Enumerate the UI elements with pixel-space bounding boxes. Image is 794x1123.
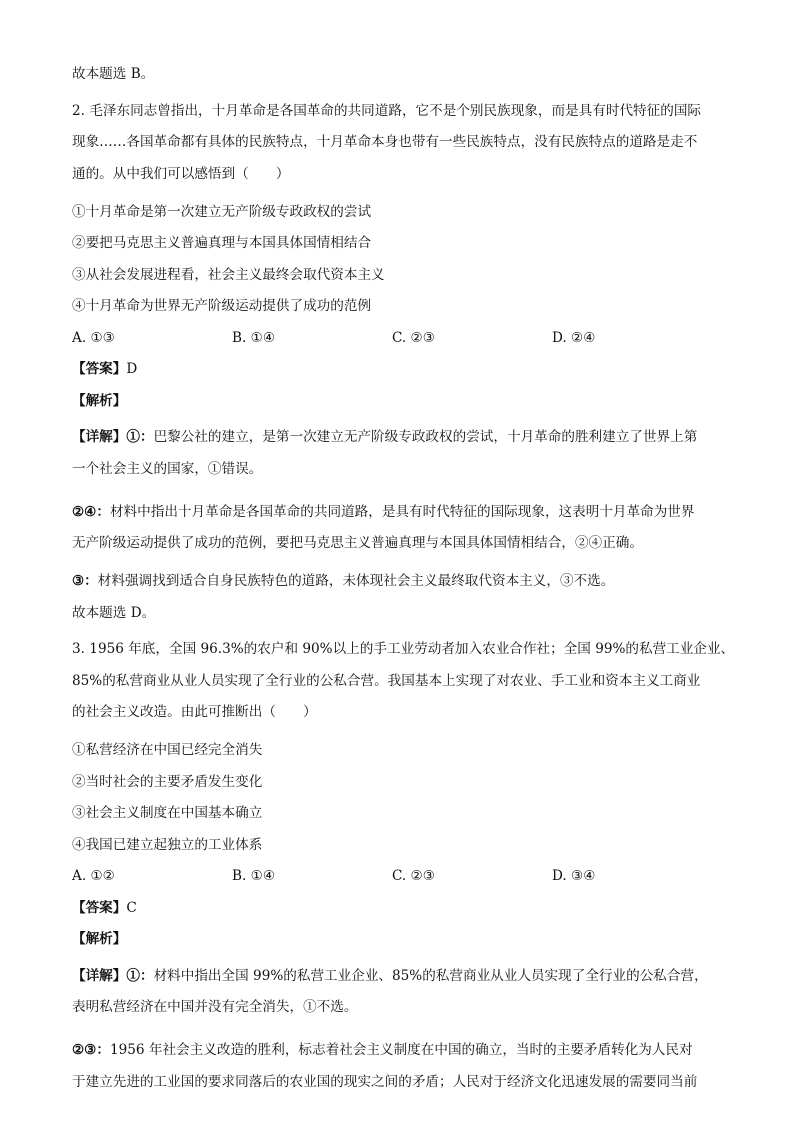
q3-detail-2 (72, 1035, 724, 1098)
q2-analysis-tag: 【解析】 (72, 392, 127, 409)
detail-line (72, 497, 724, 529)
q3-detail-1 (72, 961, 724, 1024)
q2-option-d: D. ②④ (552, 329, 596, 346)
detail-line (72, 961, 724, 993)
detail-text: 材料中指出全国 99%的私营工业企业、85%的私营商业从业人员实现了全行业的公私合营， (153, 967, 708, 984)
q3-stem (72, 634, 735, 729)
q1-conclusion: 故本题选 B。 (72, 66, 155, 82)
q3-stem-line: 的社会主义改造。由此可推断出（ ） (72, 704, 317, 720)
detail-text: 材料中指出十月革命是各国革命的共同道路，是具有时代特征的国际现象，这表明十月革命为世界 (109, 503, 695, 520)
q2-item: ④十月革命为世界无产阶级运动提供了成功的范例 (72, 298, 372, 314)
detail-text: 材料强调找到适合自身民族特色的道路，未体现社会主义最终取代资本主义，③不选。 (97, 573, 615, 589)
q3-option-c: C. ②③ (392, 868, 435, 884)
detail-line (72, 422, 724, 454)
detail-line: 表明私营经济在中国并没有完全消失，①不选。 (72, 999, 358, 1015)
q3-option-d: D. ③④ (552, 868, 596, 884)
answer-tag: 【答案】 (72, 361, 127, 377)
q3-option-b: B. ①④ (232, 868, 276, 884)
answer-value: D (126, 361, 138, 377)
q2-stem-line: 通的。从中我们可以感悟到（ ） (72, 165, 290, 182)
detail-tag: ③： (72, 573, 98, 589)
document-content (72, 64, 735, 1110)
q2-option-a: A. ①③ (72, 329, 115, 346)
q2-option-c: C. ②③ (392, 329, 435, 346)
detail-tag: 【详解】①： (72, 967, 154, 984)
q3-stem-line: 85%的私营商业从业人员实现了全行业的公私合营。我国基本上实现了对农业、手工业和资本主义工商业 (72, 672, 701, 689)
q2-detail-1 (72, 422, 724, 485)
q2-option-b: B. ①④ (232, 329, 276, 346)
q3-answer (72, 898, 724, 918)
q2-stem-line: 现象……各国革命都有具体的民族特点，十月革命本身也带有一些民族特点，没有民族特点的道路是走不 (72, 134, 698, 150)
q2-detail-2 (72, 497, 724, 560)
q2-detail-3 (72, 571, 724, 591)
detail-text: 巴黎公社的建立，是第一次建立无产阶级专政政权的尝试，十月革命的胜利建立了世界上第 (153, 429, 698, 445)
q3-option-a: A. ①② (72, 868, 115, 884)
q3-item: ①私营经济在中国已经完全消失 (72, 742, 263, 758)
answer-tag: 【答案】 (72, 899, 127, 916)
q3-item: ④我国已建立起独立的工业体系 (72, 836, 263, 853)
answer-value: C (126, 899, 137, 916)
detail-line: 无产阶级运动提供了成功的范例，要把马克思主义普遍真理与本国具体国情相结合，②④正确。 (72, 535, 643, 551)
q2-stem (72, 96, 724, 191)
q2-item: ①十月革命是第一次建立无产阶级专政政权的尝试 (72, 203, 372, 220)
q2-options (72, 328, 724, 348)
q3-item: ②当时社会的主要矛盾发生变化 (72, 773, 263, 790)
q2-stem-line: 2. 毛泽东同志曾指出，十月革命是各国革命的共同道路，它不是个别民族现象，而是具有时代特征的国际 (72, 102, 702, 119)
detail-tag: ②④： (72, 503, 110, 520)
detail-line (72, 1035, 724, 1067)
detail-text: 1956 年社会主义改造的胜利，标志着社会主义制度在中国的确立，当时的主要矛盾转化为人民对 (109, 1042, 693, 1058)
detail-tag: ②③： (72, 1042, 110, 1058)
q2-item: ②要把马克思主义普遍真理与本国具体国情相结合 (72, 235, 372, 251)
detail-line: 一个社会主义的国家，①错误。 (72, 460, 263, 477)
q3-stem-line: 3. 1956 年底，全国 96.3%的农户和 90%以上的手工业劳动者加入农业合作社；全国 99%的私营工业企业、 (72, 641, 735, 657)
detail-line: 于建立先进的工业国的要求同落后的农业国的现实之间的矛盾；人民对于经济文化迅速发展的需要同当前 (72, 1073, 698, 1090)
q3-options (72, 866, 724, 886)
q3-analysis-tag: 【解析】 (72, 931, 127, 947)
q2-answer (72, 359, 724, 379)
q2-item: ③从社会发展进程看，社会主义最终会取代资本主义 (72, 266, 385, 283)
detail-tag: 【详解】①： (72, 429, 154, 445)
q2-conclusion: 故本题选 D。 (72, 604, 156, 621)
q3-item: ③社会主义制度在中国基本确立 (72, 805, 263, 821)
